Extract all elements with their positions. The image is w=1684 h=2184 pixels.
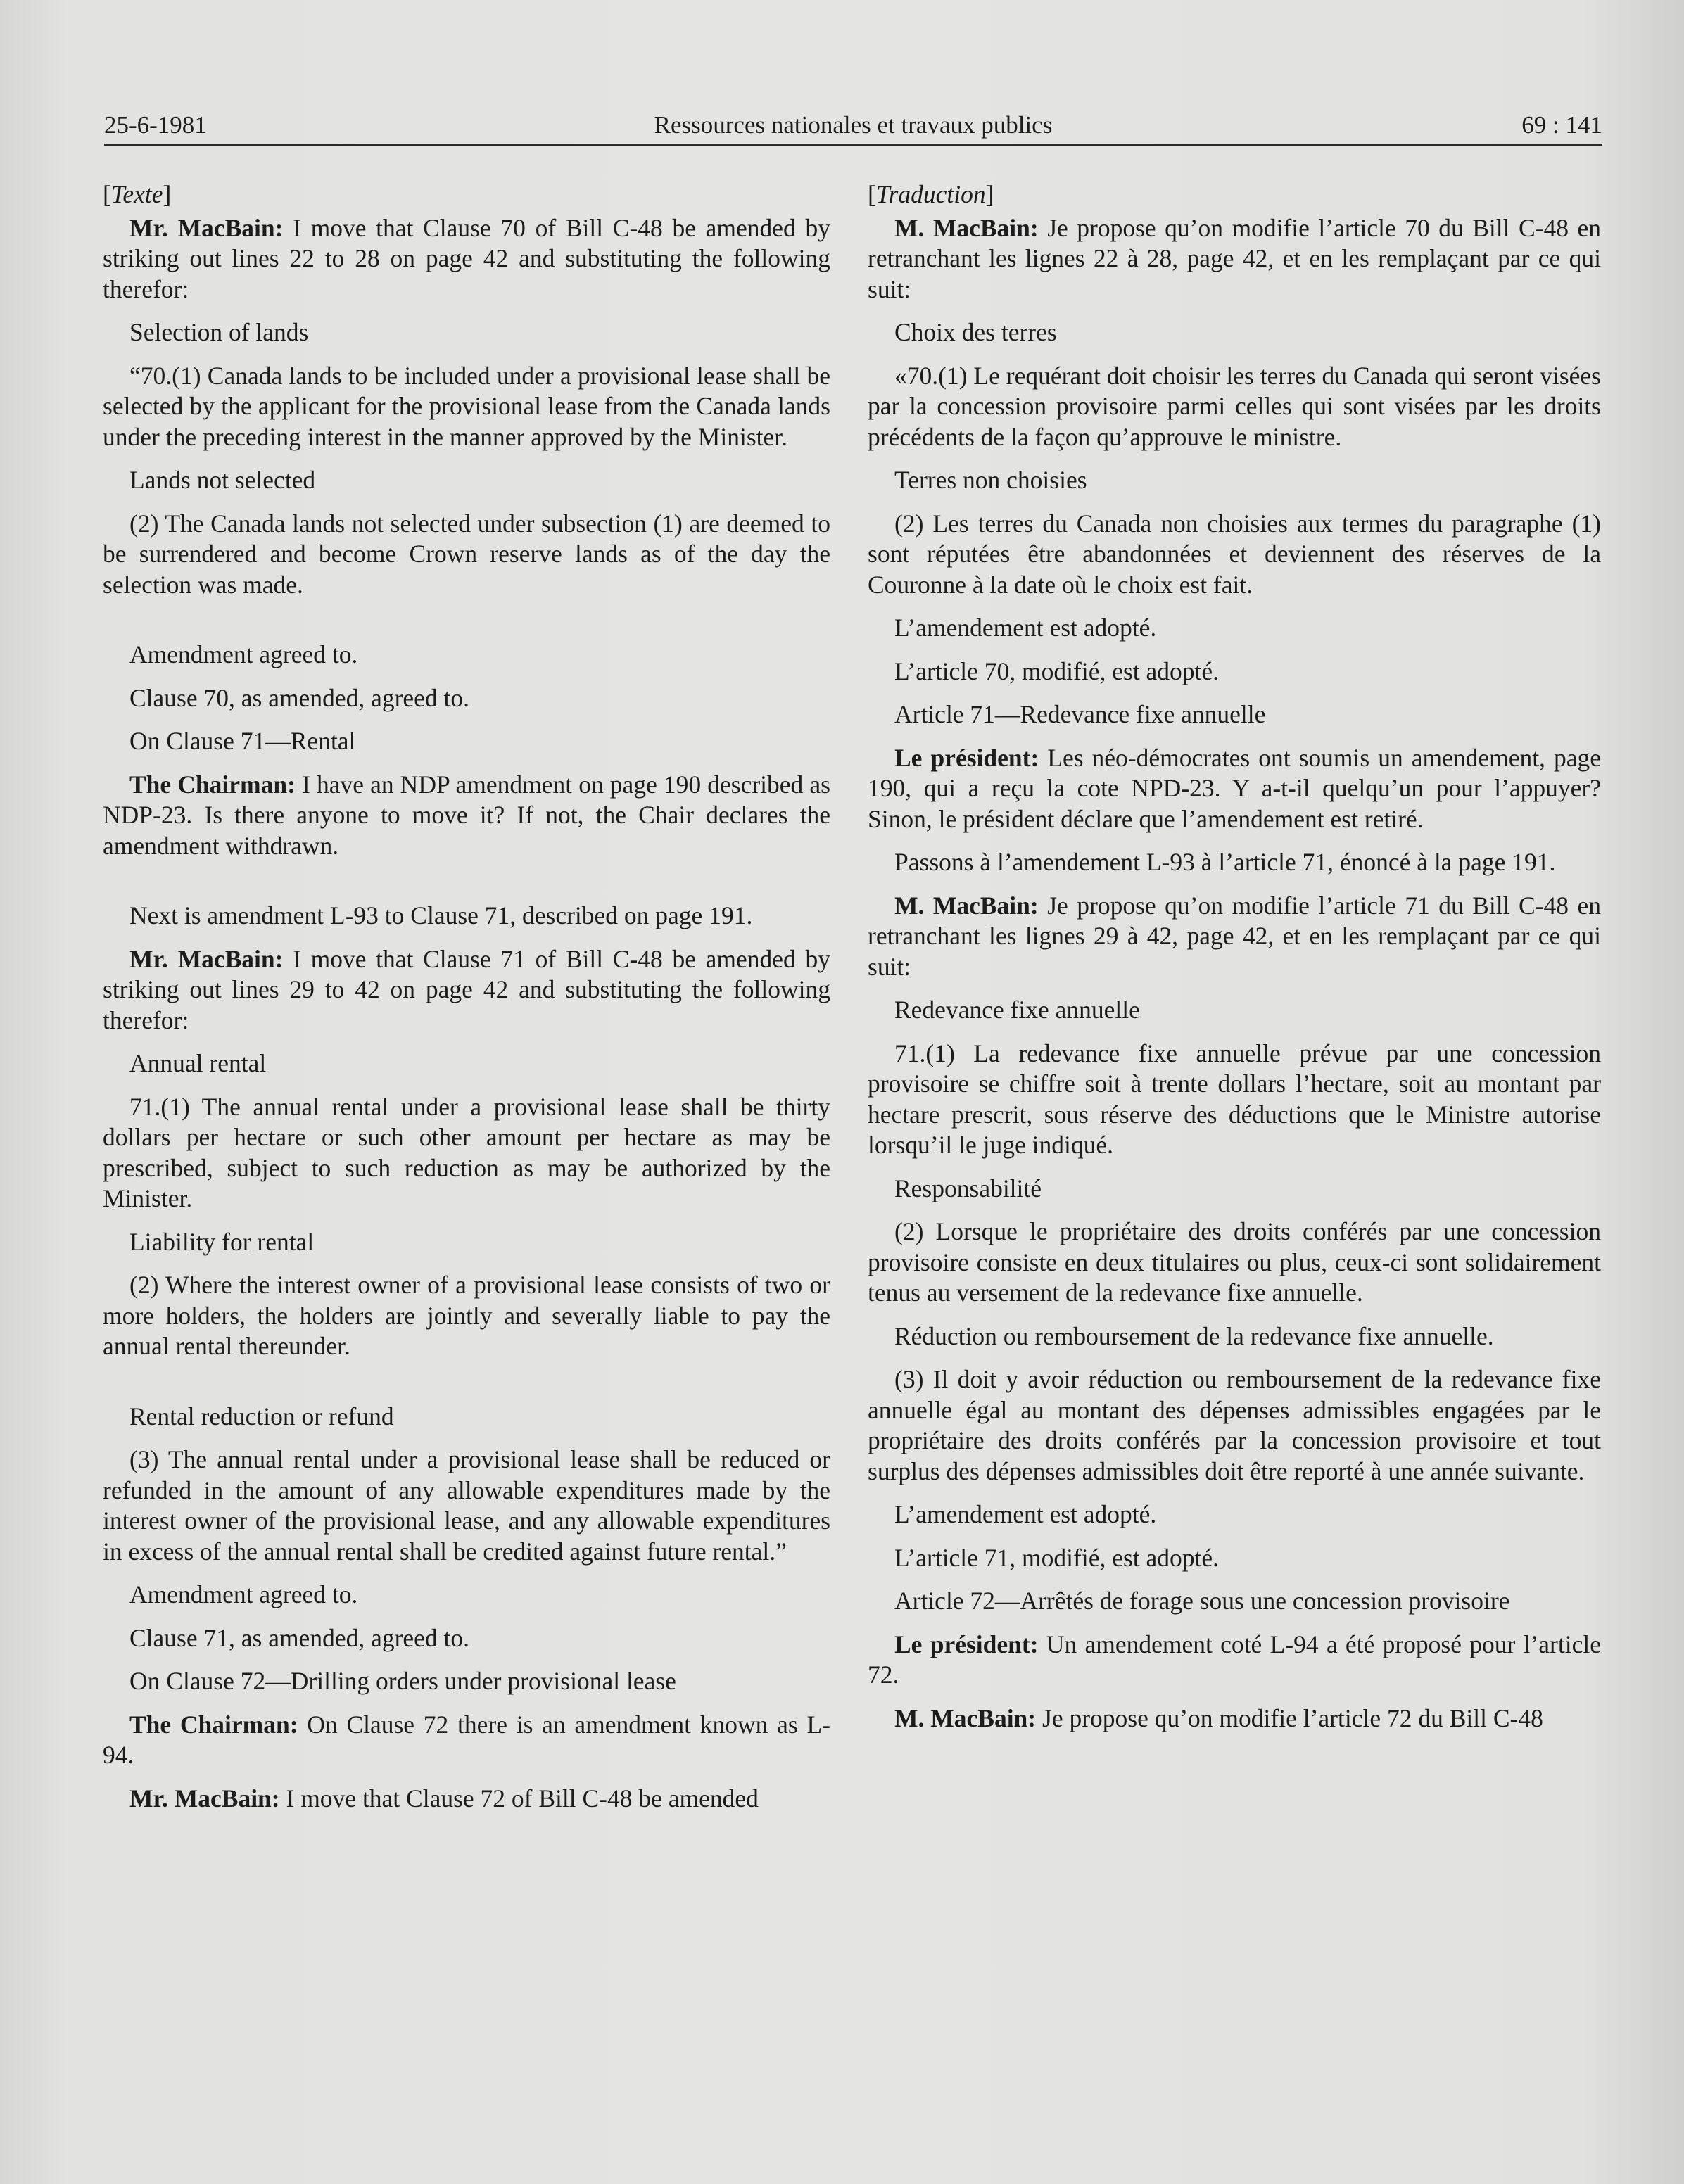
- speech-paragraph: The Chairman: On Clause 72 there is an amendment known as L-94.: [103, 1710, 830, 1769]
- clause-text: 71.(1) La redevance fixe annuelle prévue par une concession provisoire se chiffre soit à trente dollars l’hectare, soit au montant par hectare prescrit, sous réserve des déductions que le Ministre autorise lorsqu’il le juge indiqué.: [868, 1039, 1601, 1159]
- proceeding-line: On Clause 71—Rental: [129, 727, 356, 755]
- clause-text: (2) Where the interest owner of a provisional lease consists of two or more holders, the holders are jointly and severally liable to pay the annual rental thereunder.: [103, 1271, 830, 1360]
- language-tag: [Traduction]: [868, 180, 994, 208]
- clause-text: (2) Lorsque le propriétaire des droits conférés par une concession provisoire consiste en deux titulaires ou plus, ceux-ci sont solidairement tenus au versement de la redevance fixe annuelle.: [868, 1217, 1601, 1307]
- proceeding-line: L’article 71, modifié, est adopté.: [894, 1543, 1220, 1572]
- proceeding-line: Amendment agreed to.: [129, 1580, 358, 1608]
- speech-paragraph: Le président: Les néo-démocrates ont soumis un amendement, page 190, qui a reçu la cote NPD-23. Y a-t-il quelqu’un pour l’appuyer? Sinon, le président déclare que l’amendement est retiré.: [868, 743, 1601, 833]
- motion-paragraph: Mr. MacBain: I move that Clause 70 of Bill C-48 be amended by striking out lines 22 to 28 on page 42 and substituting the following therefor:: [103, 213, 830, 303]
- clause-text: «70.(1) Le requérant doit choisir les terres du Canada qui seront visées par la concession provisoire parmi celles qui sont visées par les droits précédents de la façon qu’approuve le ministre.: [868, 361, 1601, 451]
- speaker-name: The Chairman:: [129, 1710, 298, 1739]
- proceeding-line: Amendment agreed to.: [129, 640, 358, 668]
- motion-paragraph: M. MacBain: Je propose qu’on modifie l’article 70 du Bill C-48 en retranchant les lignes 22 à 28, page 42, et en les remplaçant par ce qui suit:: [868, 213, 1601, 303]
- clause-text: (2) Les terres du Canada non choisies aux termes du paragraphe (1) sont réputées être abandonnées et deviennent des réserves de la Couronne à la date où le choix est fait.: [868, 509, 1601, 599]
- proceeding-line: L’article 70, modifié, est adopté.: [894, 656, 1220, 685]
- proceeding-line: On Clause 72—Drilling orders under provisional lease: [129, 1667, 676, 1695]
- proceeding-line: Clause 70, as amended, agreed to.: [129, 683, 470, 712]
- speaker-name: Le président:: [894, 1630, 1039, 1658]
- proceeding-line: Article 71—Redevance fixe annuelle: [894, 700, 1266, 728]
- language-tag: [Texte]: [103, 180, 172, 208]
- speech-paragraph: Next is amendment L-93 to Clause 71, described on page 191.: [129, 901, 753, 929]
- header-title: Ressources nationales et travaux publics: [654, 111, 1053, 139]
- speaker-name: Le président:: [894, 743, 1039, 772]
- motion-paragraph: M. MacBain: Je propose qu’on modifie l’article 71 du Bill C-48 en retranchant les lignes 29 à 42, page 42, et en les remplaçant par ce qui suit:: [868, 891, 1601, 981]
- section-heading: Responsabilité: [894, 1174, 1042, 1202]
- page-header: [104, 107, 1602, 146]
- speaker-name: M. MacBain:: [894, 891, 1039, 920]
- proceeding-line: L’amendement est adopté.: [894, 1500, 1157, 1528]
- speaker-name: Mr. MacBain:: [129, 1784, 280, 1812]
- clause-text: “70.(1) Canada lands to be included under a provisional lease shall be selected by the applicant for the provisional lease from the Canada lands under the preceding interest in the manner approved by the Minister.: [103, 361, 830, 451]
- section-heading: Lands not selected: [129, 466, 316, 494]
- section-heading: Terres non choisies: [894, 466, 1087, 494]
- header-date: 25-6-1981: [104, 111, 207, 139]
- motion-paragraph: Mr. MacBain: I move that Clause 72 of Bill C-48 be amended: [129, 1784, 759, 1812]
- proceeding-line: Clause 71, as amended, agreed to.: [129, 1623, 470, 1652]
- clause-text: (3) Il doit y avoir réduction ou remboursement de la redevance fixe annuelle égal au montant des dépenses admissibles engagées par le propriétaire des droits conférés par la concession provisoire et tout surplus des dépenses admissibles doit être reporté à une année suivante.: [868, 1365, 1601, 1485]
- motion-paragraph: M. MacBain: Je propose qu’on modifie l’article 72 du Bill C-48: [894, 1703, 1543, 1732]
- section-heading: Redevance fixe annuelle: [894, 996, 1140, 1024]
- speaker-name: M. MacBain:: [894, 1703, 1037, 1732]
- speaker-name: The Chairman:: [129, 770, 296, 799]
- header-page-number: 69 : 141: [1521, 111, 1602, 139]
- speech-paragraph: The Chairman: I have an NDP amendment on page 190 described as NDP-23. Is there anyone to move it? If not, the Chair declares the amendment withdrawn.: [103, 770, 830, 860]
- section-heading: Réduction ou remboursement de la redevance fixe annuelle.: [894, 1321, 1494, 1350]
- section-heading: Rental reduction or refund: [129, 1402, 394, 1430]
- section-heading: Liability for rental: [129, 1227, 315, 1256]
- english-column: [103, 179, 830, 1827]
- speaker-name: M. MacBain:: [894, 213, 1039, 242]
- clause-text: (2) The Canada lands not selected under subsection (1) are deemed to be surrendered and become Crown reserve lands as of the day the selection was made.: [103, 509, 830, 599]
- speaker-name: Mr. MacBain:: [129, 944, 284, 973]
- french-column: [868, 179, 1601, 1746]
- clause-text: (3) The annual rental under a provisional lease shall be reduced or refunded in the amount of any allowable expenditures made by the interest owner of the provisional lease, and any allowable expenditures in excess of the annual rental shall be credited against future rental.”: [103, 1445, 830, 1566]
- section-heading: Choix des terres: [894, 318, 1057, 346]
- motion-paragraph: Mr. MacBain: I move that Clause 71 of Bill C-48 be amended by striking out lines 29 to 42 on page 42 and substituting the following therefor:: [103, 944, 830, 1034]
- section-heading: Annual rental: [129, 1049, 267, 1077]
- section-heading: Selection of lands: [129, 318, 309, 346]
- speaker-name: Mr. MacBain:: [129, 213, 284, 242]
- proceeding-line: L’amendement est adopté.: [894, 614, 1157, 642]
- speech-paragraph: Passons à l’amendement L-93 à l’article 71, énoncé à la page 191.: [894, 848, 1556, 876]
- clause-text: 71.(1) The annual rental under a provisional lease shall be thirty dollars per hectare or such other amount per hectare as may be prescribed, subject to such reduction as may be authorized by the Minister.: [103, 1092, 830, 1212]
- proceeding-line: Article 72—Arrêtés de forage sous une concession provisoire: [894, 1587, 1510, 1615]
- speech-paragraph: Le président: Un amendement coté L-94 a été proposé pour l’article 72.: [868, 1630, 1601, 1689]
